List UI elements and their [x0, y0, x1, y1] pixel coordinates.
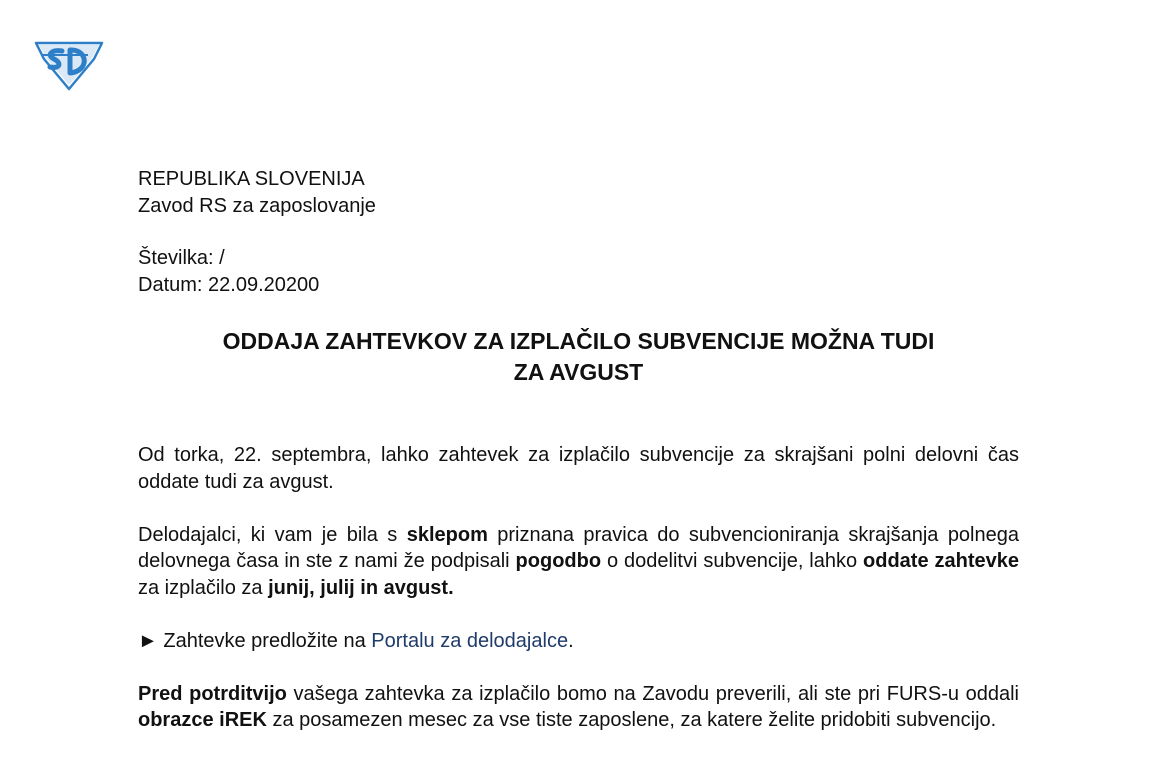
p2-bold-sklep: sklepom — [406, 523, 488, 546]
p3-end: . — [568, 629, 574, 652]
p2-bold-oddate: oddate zahtevke — [863, 550, 1019, 572]
paragraph-eligibility — [138, 522, 1019, 602]
portal-link[interactable]: Portalu za delodajalce — [371, 629, 569, 652]
document-date: Datum: 22.09.20200 — [138, 274, 320, 296]
document-meta — [138, 245, 319, 299]
p4-bold-pred: Pred potrditvijo — [138, 682, 287, 705]
document-title — [138, 326, 1019, 388]
p4-text-1: vašega zahtevka za izplačilo bomo na Zavodu preverili, ali ste pri FURS-u oddali — [286, 682, 1020, 705]
paragraph-verification — [138, 681, 1019, 734]
title-line-1: ODDAJA ZAHTEVKOV ZA IZPLAČILO SUBVENCIJE MOŽNA TUDI — [222, 328, 935, 354]
header-agency: Zavod RS za zaposlovanje — [138, 195, 376, 217]
triangle-bullet-icon: ► — [138, 629, 158, 652]
p2-bold-pogodba: pogodbo — [515, 550, 602, 572]
paragraph-intro: Od torka, 22. septembra, lahko zahtevek za izplačilo subvencije za skrajšani polni delovni čas oddate tudi za avgust. — [138, 444, 1019, 493]
document-body — [138, 442, 1019, 760]
header-country: REPUBLIKA SLOVENIJA — [138, 168, 365, 190]
p4-text-2: za posamezen mesec za vse tiste zaposlene, za katere želite pridobiti subvencijo. — [266, 709, 997, 731]
p2-text-1: Delodajalci, ki vam je bila s — [138, 523, 407, 546]
p4-bold-irek: obrazce iREK — [138, 709, 267, 731]
zrsz-logo-icon — [32, 37, 106, 91]
p2-bold-months: junij, julij in avgust. — [268, 576, 454, 599]
institution-header — [138, 166, 376, 220]
p2-text-3: o dodelitvi subvencije, lahko — [601, 550, 864, 572]
p2-text-4: za izplačilo za — [138, 576, 269, 599]
document-number: Številka: / — [138, 247, 225, 269]
paragraph-portal — [138, 628, 1019, 655]
title-line-2: ZA AVGUST — [513, 359, 644, 385]
p2-text-2: priznana pravica do subvencioniranja skrajšanja polnega delovnega časa in ste z nami že podpisali — [138, 523, 1019, 572]
p3-text: Zahtevke predložite na — [157, 629, 372, 652]
